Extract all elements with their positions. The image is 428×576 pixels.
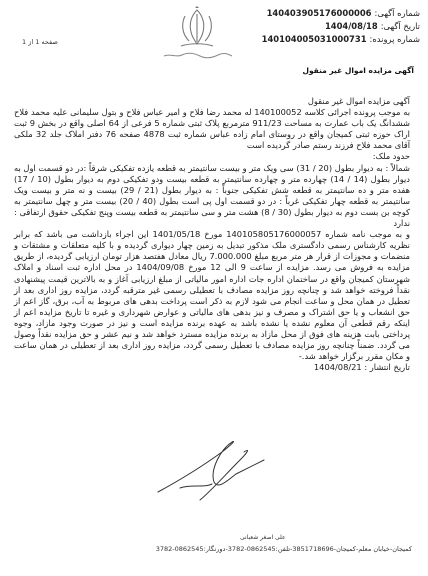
- notice-date-row: [325, 21, 420, 31]
- office-contact-info: کمیجان-خیابان معلم-کمیجان-3851718696-تلفن:0862545-3782-دورنگار:0862545-3782: [155, 545, 412, 553]
- notice-body: [14, 96, 410, 373]
- notice-number-row: [267, 8, 420, 18]
- file-number-label: شماره پرونده:: [369, 34, 420, 44]
- body-paragraph-auction: و به موجب نامه شماره 140105805176000057 مورخ 1401/05/18 این اجراء بازداشت می باشد که برابر نظریه کارشناس رسمی دادگستری ملک مذکور تبدیل به زمین چهار دیواری گردیده و با کلیه متعلقات و مشتقات و منضمات و مجوزات از قرار هر متر مربع مبلغ 7.000.000 ریال معادل هفتصد هزار تومان ارزیابی گردیده، از طریق مزایده به فروش می رسد. مزایده از ساعت 9 الی 12 مورخ 1404/09/08 در محل اداره ثبت اسناد و املاک شهرستان کمیجان واقع در ساختمان اداره جات اداره امور مالیاتی از مبلغ ارزیابی آغاز و به بالاترین قیمت پیشنهادی نقداً فروخته خواهد شد و چنانچه روز مزایده مصادف با تعطیلی رسمی غیر مترقبه گردد، مزایده روز اداری بعد از تعطیل در همان محل و ساعت انجام می شود لازم به ذکر است پرداخت بدهی های مربوط به آب، برق، گاز اعم از حق انشعاب و یا حق اشتراک و مصرف و نیز بدهی های مالیاتی و عوارض شهرداری و غیره تا تاریخ مزایده اعم از اینکه رقم قطعی آن معلوم نشده یا نشده باشد به عهده برنده مزایده است و نیز در صورت وجود مازاد، وجوه پرداختی بابت هزینه های فوق از محل مازاد به برنده مزایده مسترد خواهد شد و نیم عشر و حق مزایده نقداً وصول می گردد. ضمناً چنانچه روز مزایده مصادف با تعطیل رسمی گردد، مزایده روز اداری بعد از تعطیلی در همان ساعت و مکان مقرر برگزار خواهد شد.-: [14, 229, 410, 362]
- iran-emblem-icon: [176, 6, 218, 50]
- body-heading: آگهی مزایده اموال غیر منقول: [307, 96, 410, 106]
- notice-date-label: تاریخ آگهی:: [380, 21, 420, 31]
- document-title: آگهی مزایده اموال غیر منقول: [302, 66, 414, 75]
- signatory-name: علی اصغر شعبانی: [240, 534, 286, 541]
- file-number-row: [262, 34, 420, 44]
- notice-number: 140403905176000006: [266, 8, 372, 18]
- organization-name-mark: [160, 51, 236, 59]
- body-paragraph-intro: به موجب پرونده اجرائی کلاسه 140100052 له محمد رضا فلاح و امیر عباس فلاح و بتول سلیمانی علیه محمد فلاح ششدانگ یک باب عمارت به مساحت 911/23 مترمربع پلاک ثبتی شماره 5 فرعی از 64 اصلی واقع در بخش 9 ثبت اراک حوزه ثبتی کمیجان واقع در روستای امام زاده عباس شماره ثبت 4878 صفحه 76 دفتر املاک جلد 32 ملکی آقای محمد فلاح فرزند رستم صادر گردیده است: [14, 107, 410, 151]
- page-counter: صفحه 1 از 1: [22, 38, 58, 46]
- body-bounds-heading: حدود ملک:: [372, 151, 410, 162]
- notice-number-label: شماره آگهی:: [374, 8, 420, 18]
- body-paragraph-bounds: شمالاً : به دیوار بطول (20 / 31) سی ویک متر و بیست سانتیمتر به قطعه یازده تفکیکی شرقاً :در دو قسمت اول به دیوار بطول (14 / 14) چهارده متر و چهارده سانتیمتر به قطعه بیست ودو تفکیکی دوم به دیوار بطول (10 / 17) هفده متر و ده سانتیمتر به قطعه شش تفکیکی جنوباً : به دیوار بطول (21 / 29) بیست و نه متر و بیست ویک سانتیمتر به قطعه چهار تفکیکی غرباً : در دو قسمت اول پی است بطول (40 / 20) بیست متر و چهل سانتیمتر به کوچه بن بست دوم به دیوار بطول (30 / 8) هشت متر و سی سانتیمتر به قطعه بیست وپنج تفکیکی حقوق ارتفاقی : ندارد: [14, 162, 411, 229]
- notice-date: 1404/08/18: [324, 21, 378, 31]
- file-number: 140104005031000731: [261, 34, 367, 44]
- handwritten-signature: [140, 430, 280, 510]
- publication-date: تاریخ انتشار : 1404/08/21: [313, 362, 410, 373]
